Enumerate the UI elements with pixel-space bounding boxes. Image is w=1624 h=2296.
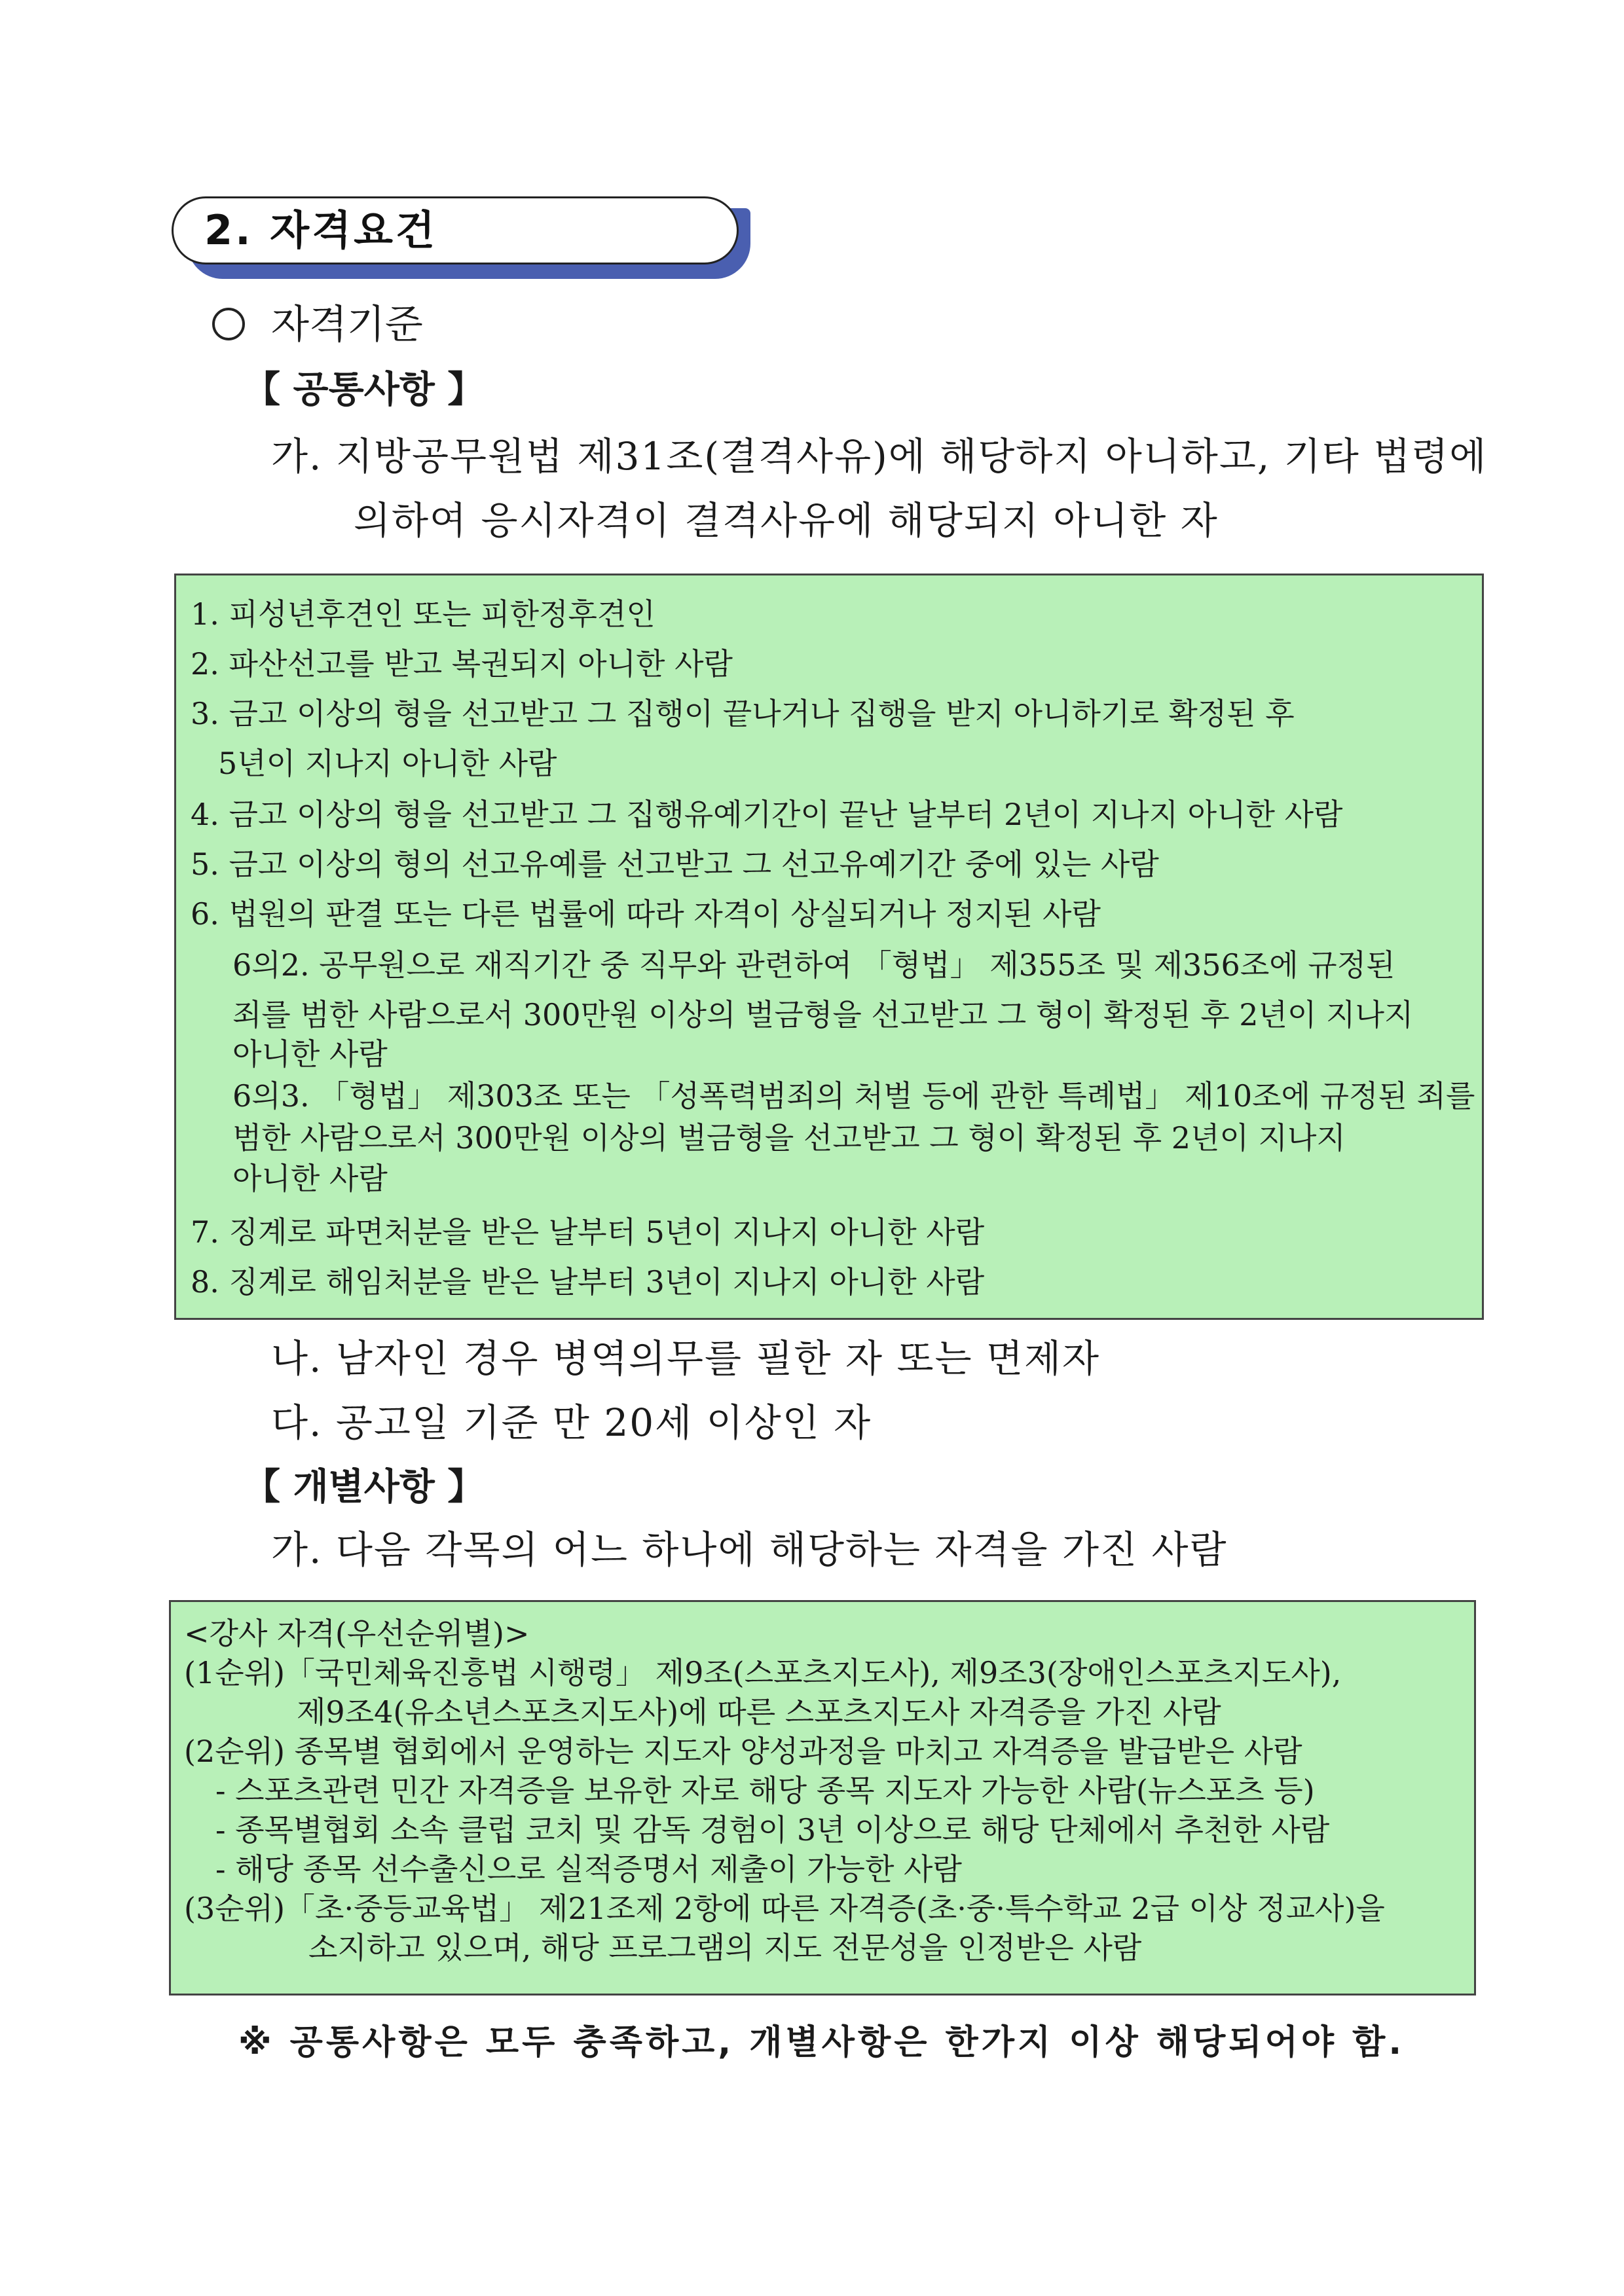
disqualification-line: 4. 금고 이상의 형을 선고받고 그 집행유예기간이 끝난 날부터 2년이 지나지 아니한 사람 bbox=[191, 797, 1343, 832]
disqualification-line: 6의3. 「형법」 제303조 또는 「성폭력범죄의 처벌 등에 관한 특례법」 제10조에 규정된 죄를 bbox=[232, 1078, 1475, 1114]
disqualification-line: 5. 금고 이상의 형의 선고유예를 선고받고 그 선고유예기간 중에 있는 사람 bbox=[191, 847, 1159, 882]
qualification-line: 제9조4(유소년스포츠지도사)에 따른 스포츠지도사 자격증을 가진 사람 bbox=[297, 1694, 1221, 1730]
common-item-ga-line1: 가. 지방공무원법 제31조(결격사유)에 해당하지 아니하고, 기타 법령에 bbox=[271, 434, 1488, 479]
common-item-ga-line2: 의하여 응시자격이 결격사유에 해당되지 아니한 자 bbox=[354, 498, 1219, 543]
qualification-line: (3순위)「초·중등교육법」 제21조제 2항에 따른 자격증(초·중·특수학교 2급 이상 정교사)을 bbox=[184, 1891, 1385, 1926]
disqualification-line: 죄를 범한 사람으로서 300만원 이상의 벌금형을 선고받고 그 형이 확정된 후 2년이 지나지 bbox=[232, 997, 1414, 1032]
criteria-title: 자격기준 bbox=[271, 302, 423, 348]
section-title: 자격요건 bbox=[270, 206, 437, 254]
disqualification-line: 7. 징계로 파면처분을 받은 날부터 5년이 지나지 아니한 사람 bbox=[191, 1214, 985, 1250]
disqualification-line: 3. 금고 이상의 형을 선고받고 그 집행이 끝나거나 집행을 받지 아니하기로 확정된 후 bbox=[191, 696, 1295, 731]
disqualification-line: 1. 피성년후견인 또는 피한정후견인 bbox=[191, 596, 655, 632]
qualification-line: (2순위) 종목별 협회에서 운영하는 지도자 양성과정을 마치고 자격증을 발급받은 사람 bbox=[184, 1734, 1302, 1769]
section-header-text bbox=[204, 196, 437, 264]
disqualification-line: 아니한 사람 bbox=[232, 1036, 388, 1072]
instructor-qualification-box bbox=[169, 1600, 1476, 1995]
disqualification-line: 6. 법원의 판결 또는 다른 법률에 따라 자격이 상실되거나 정지된 사람 bbox=[191, 896, 1101, 932]
individual-item-ga: 가. 다음 각목의 어느 하나에 해당하는 자격을 가진 사람 bbox=[271, 1527, 1228, 1572]
circle-bullet-icon bbox=[212, 308, 245, 340]
disqualification-line: 5년이 지나지 아니한 사람 bbox=[218, 746, 557, 781]
common-item-na: 나. 남자인 경우 병역의무를 필한 자 또는 면제자 bbox=[271, 1336, 1101, 1381]
disqualification-line: 범한 사람으로서 300만원 이상의 벌금형을 선고받고 그 형이 확정된 후 2년이 지나지 bbox=[232, 1120, 1346, 1156]
disqualification-line: 8. 징계로 해임처분을 받은 날부터 3년이 지나지 아니한 사람 bbox=[191, 1264, 985, 1300]
disqualification-box bbox=[174, 574, 1484, 1320]
qualification-line: - 스포츠관련 민간 자격증을 보유한 자로 해당 종목 지도자 가능한 사람(뉴스포츠 등) bbox=[215, 1773, 1315, 1808]
individual-section-title: 【 개별사항 】 bbox=[244, 1466, 485, 1508]
qualification-line: <강사 자격(우선순위별)> bbox=[184, 1616, 530, 1651]
qualification-line: - 해당 종목 선수출신으로 실적증명서 제출이 가능한 사람 bbox=[215, 1851, 962, 1887]
common-section-title: 【 공통사항 】 bbox=[244, 369, 485, 411]
qualification-line: - 종목별협회 소속 클럽 코치 및 감독 경험이 3년 이상으로 해당 단체에서 추천한 사람 bbox=[215, 1812, 1330, 1848]
disqualification-line: 6의2. 공무원으로 재직기간 중 직무와 관련하여 「형법」 제355조 및 제356조에 규정된 bbox=[232, 947, 1395, 983]
qualification-line: 소지하고 있으며, 해당 프로그램의 지도 전문성을 인정받은 사람 bbox=[308, 1930, 1142, 1965]
disqualification-line: 아니한 사람 bbox=[232, 1161, 388, 1196]
disqualification-line: 2. 파산선고를 받고 복권되지 아니한 사람 bbox=[191, 646, 733, 682]
section-number: 2. bbox=[204, 206, 253, 254]
footnote: ※ 공통사항은 모두 충족하고, 개별사항은 한가지 이상 해당되어야 함. bbox=[238, 2023, 1405, 2062]
common-item-da: 다. 공고일 기준 만 20세 이상인 자 bbox=[271, 1400, 872, 1445]
qualification-line: (1순위)「국민체육진흥법 시행령」 제9조(스포츠지도사), 제9조3(장애인스포츠지도사), bbox=[184, 1655, 1342, 1690]
